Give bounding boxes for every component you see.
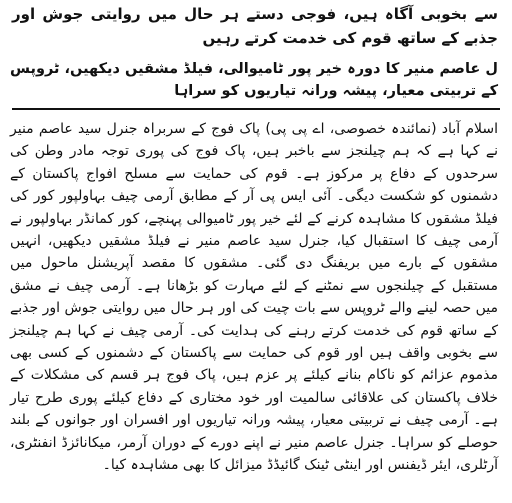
subheadline: ل عاصم منیر کا دورہ خیر پور ٹامیوالی، فیلڈ مشقیں دیکھیں، ٹروپس کے تربیتی معیار، پیشہ ورانہ تیاریوں کو سراہا: [10, 61, 498, 99]
headline: سے بخوبی آگاہ ہیں، فوجی دستے ہر حال میں روایتی جوش اور جذبے کے ساتھ قوم کی خدمت کرتے رہیں: [12, 5, 498, 47]
article-body: اسلام آباد (نمائندہ خصوصی، اے پی پی) پاک فوج کے سربراہ جنرل سید عاصم منیر نے کہا ہے کہ ہم چیلنجز سے باخبر ہیں، پاک فوج کی پوری توجہ مادر وطن کی سرحدوں کے دفاع پر مرکوز ہے۔ قوم کی حمایت سے مسلح افواج پاکستان کے دشمنوں کو شکست دیگی۔ آئی ایس پی آر کے مطابق آرمی چیف بہاولپور کور کی فیلڈ مشقوں کا مشاہدہ کرنے کے لئے خیر پور ٹامیوالی پہنچے، کور کمانڈر بہاولپور نے آرمی چیف کا استقبال کیا، جنرل سید عاصم منیر نے فیلڈ مشقیں دیکھیں، انہیں مشقوں کے بارے میں بریفنگ دی گئی۔ مشقوں کا مقصد آپریشنل ماحول میں مستقبل کے چیلنجوں سے نمٹنے کے لئے مہارت کو بڑھانا ہے۔ آرمی چیف نے مشق میں حصہ لینے والے ٹروپس سے بات چیت کی اور ہر حال میں روایتی جوش اور جذبے کے ساتھ قوم کی خدمت کرتے رہنے کی ہدایت کی۔ آرمی چیف نے کہا ہم چیلنجز سے بخوبی واقف ہیں اور قوم کی حمایت سے پاکستان کے دشمنوں کے کسی بھی مذموم عزائم کو ناکام بنانے کیلئے پر عزم ہیں، پاک فوج ہر قسم کی مشکلات کے خلاف پاکستان کی علاقائی سالمیت اور خود مختاری کے دفاع کیلئے پوری طرح تیار ہے۔ آرمی چیف نے تربیتی معیار، پیشہ ورانہ تیاریوں اور افسران اور جوانوں کے بلند حوصلے کو سراہا۔ جنرل عاصم منیر نے اپنے دورے کے دوران آرمر، میکانائزڈ انفنٹری، آرٹلری، ایئر ڈیفنس اور اینٹی ٹینک گائیڈڈ میزائل کا بھی مشاہدہ کیا۔: [10, 121, 498, 474]
divider: [12, 108, 500, 110]
